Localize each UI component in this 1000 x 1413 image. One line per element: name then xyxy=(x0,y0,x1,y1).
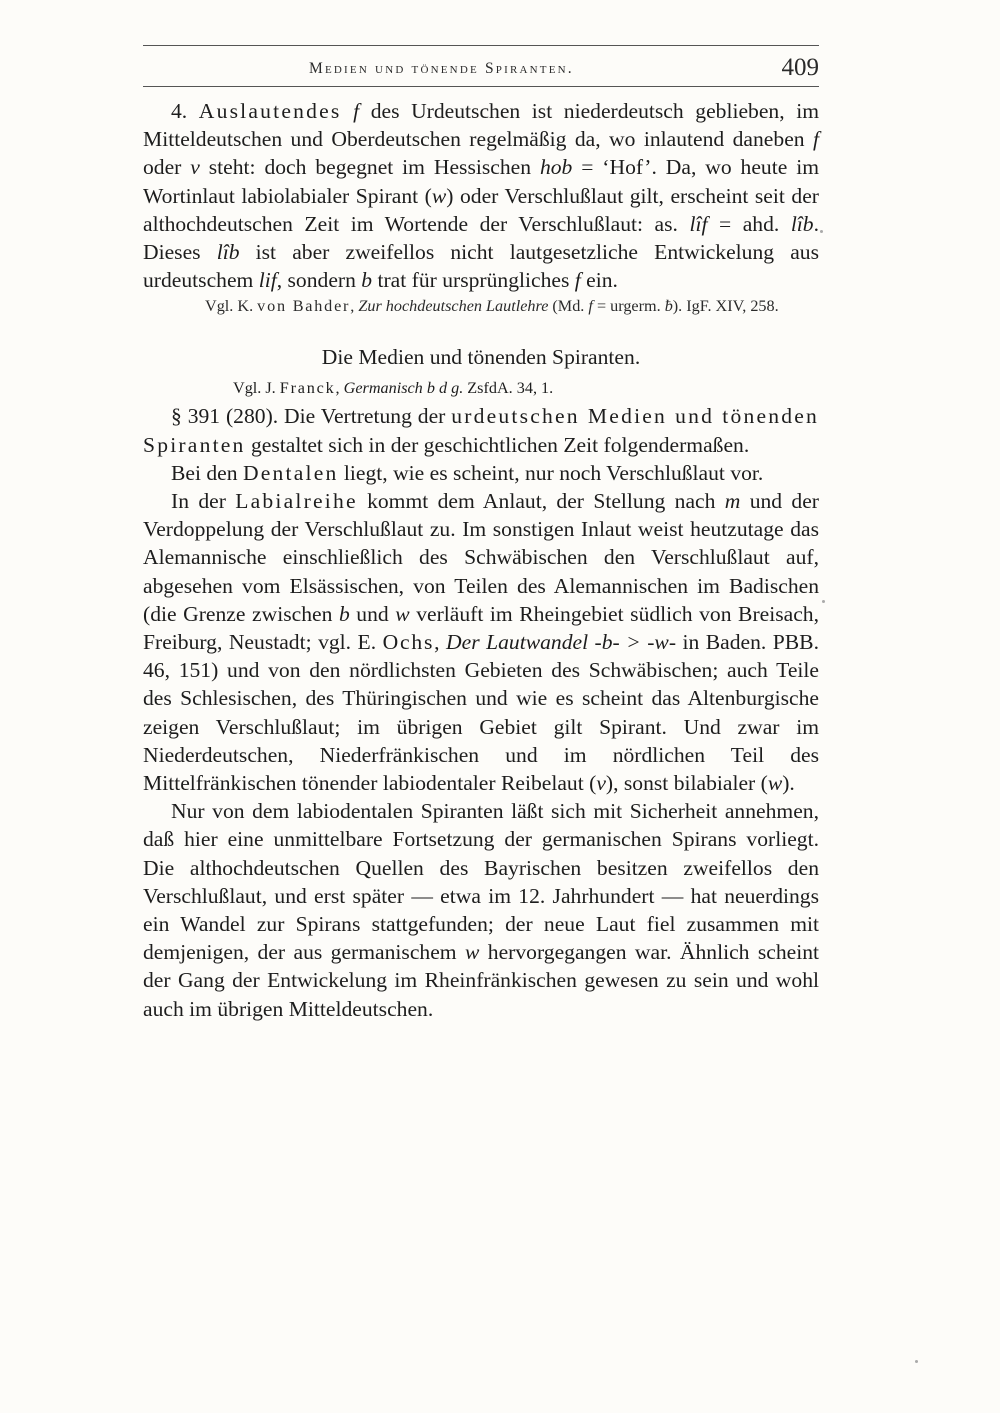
paper-speck xyxy=(820,230,823,233)
section-heading: Die Medien und tönenden Spiranten. xyxy=(321,345,641,370)
paragraph-labiodental: Nur von dem labiodentalen Spiranten läßt sich mit Sicherheit annehmen, daß hier eine unmittelbare Fortsetzung der germanischen Spirans vorliegt. Die althochdeutschen Quellen des Bayrischen besitzen zweifellos den Verschlußlaut, und erst später — etwa im 12. Jahrhundert — hat neuerdings ein Wandel zur Spirans stattgefunden; der neue Laut fiel zusammen mit demjenigen, der aus germanischem w hervorgegangen war. Ähnlich scheint der Gang der Entwickelung im Rheinfränkischen gewesen zu sein und wohl auch im übrigen Mitteldeutschen. xyxy=(143,799,820,1021)
page-number: 409 xyxy=(781,54,819,81)
header-top-rule xyxy=(143,45,819,46)
paper-speck xyxy=(915,1360,918,1363)
paper-speck xyxy=(822,600,825,603)
reference-franck: Vgl. J. Franck, Germanisch b d g. ZsfdA. 34, 1. xyxy=(233,379,554,398)
book-page xyxy=(143,45,819,1023)
paragraph-labialreihe: In der Labialreihe kommt dem Anlaut, der Stellung nach m und der Verdoppelung der Verschlußlaut zu. Im sonstigen Inlaut weist heutzutage das Alemannische einschließlich des Schwäbischen den Verschlußlaut auf, abgesehen vom Elsässischen, von Teilen des Alemannischen im Badischen (die Grenze zwischen b und w verläuft im Rheingebiet südlich von Breisach, Freiburg, Neustadt; vgl. E. Ochs, Der Lautwandel -b- > -w- in Baden. PBB. 46, 151) und von den nördlichsten Gebieten des Schwäbischen; auch Teile des Schlesischen, des Thüringischen und wie es scheint das Altenburgische zeigen Verschlußlaut; im übrigen Gebiet gilt Spirant. Und zwar im Niederdeutschen, Niederfränkischen und im nördlichen Teil des Mittelfränkischen tönender labiodentaler Reibelaut (v), sonst bilabialer (w). xyxy=(143,489,820,796)
header-bottom-rule xyxy=(143,86,819,87)
footnote-bahder: Vgl. K. von Bahder, Zur hochdeutschen Lautlehre (Md. f = urgerm. ƀ). IgF. XIV, 258. xyxy=(205,297,779,316)
paragraph-dentalen: Bei den Dentalen liegt, wie es scheint, nur noch Verschlußlaut vor. xyxy=(171,460,764,485)
running-head: Medien und tönende Spiranten. xyxy=(309,60,574,77)
paragraph-391: § 391 (280). Die Vertretung der urdeutschen Medien und tönenden Spiranten gestaltet sich in der geschichtlichen Zeit folgendermaßen. xyxy=(143,404,820,457)
page-header xyxy=(143,54,819,80)
paragraph-auslautendes-f: 4. Auslautendes f des Urdeutschen ist niederdeutsch geblieben, im Mitteldeutschen und Oberdeutschen regelmäßig da, wo inlautend daneben f oder v steht: doch begegnet im Hessischen hob = ‘Hof’. Da, wo heute im Wortinlaut labiolabialer Spirant (w) oder Verschlußlaut gilt, erscheint seit der althochdeutschen Zeit im Wortende der Verschlußlaut: as. lîf = ahd. lîb. Dieses lîb ist aber zweifellos nicht lautgesetzliche Entwickelung aus urdeutschem lif, sondern b trat für ursprüngliches f ein. xyxy=(143,99,820,293)
